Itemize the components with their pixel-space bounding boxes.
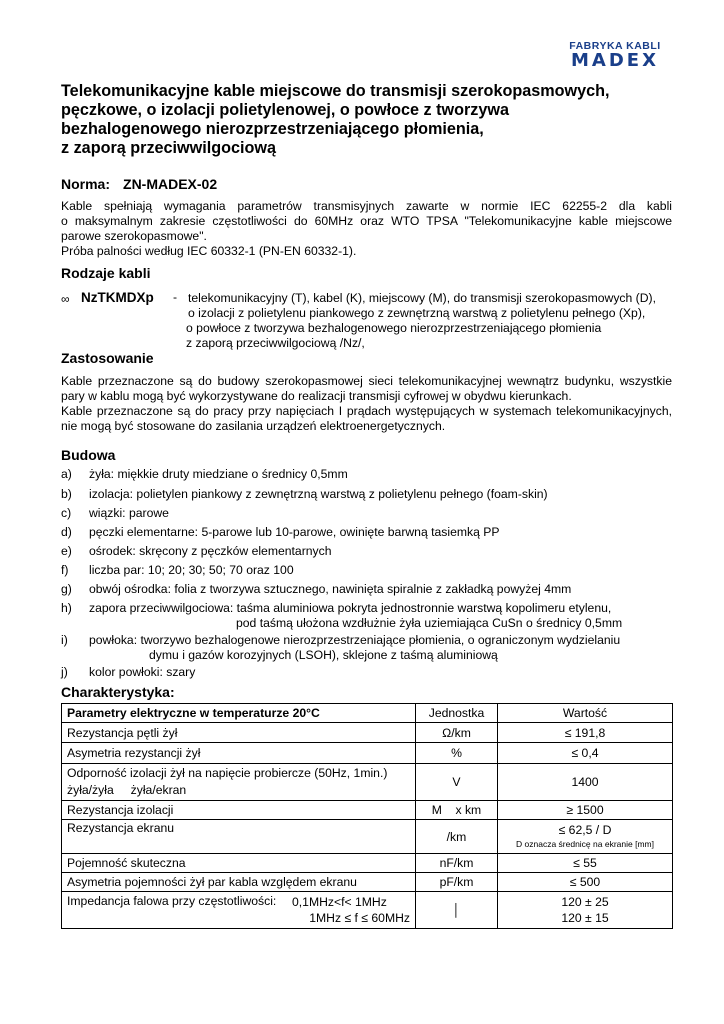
application-line: Kable przeznaczone są do pracy przy napięciach I prądach występujących w systemach telekomunikacyjnych, xyxy=(61,404,672,418)
table-row: Pojemność skuteczna nF/km ≤ 55 xyxy=(62,854,673,873)
title-line: bezhalogenowego nierozprzestrzeniającego płomienia, xyxy=(61,120,484,138)
cable-type-desc: z zaporą przeciwwilgociową /Nz/, xyxy=(186,336,365,350)
company-logo xyxy=(556,41,674,69)
header-unit: Jednostka xyxy=(416,704,498,723)
title-line: pęczkowe, o izolacji polietylenowej, o powłoce z tworzywa xyxy=(61,101,509,119)
cable-type-name: NzTKMDXp xyxy=(81,290,154,305)
table-row: Odporność izolacji żył na napięcie probiercze (50Hz, 1min.) żyła/żyła żyła/ekran V 1400 xyxy=(62,764,673,801)
table-note: D oznacza średnicę na ekranie [mm] xyxy=(516,838,654,849)
title-line: z zaporą przeciwwilgociową xyxy=(61,139,276,157)
table-row: Rezystancja ekranu /km ≤ 62,5 / D D oznacza średnicę na ekranie [mm] xyxy=(62,820,673,854)
header-value: Wartość xyxy=(498,704,673,723)
logo-line1: FABRYKA KABLI xyxy=(569,40,661,52)
standard-heading xyxy=(61,176,217,192)
standard-code: ZN-MADEX-02 xyxy=(123,176,218,192)
construction-heading: Budowa xyxy=(61,447,116,463)
characteristics-heading: Charakterystyka: xyxy=(61,684,175,700)
logo-line2: MADEX xyxy=(571,50,659,71)
cable-types-heading: Rodzaje kabli xyxy=(61,265,151,281)
unit-glyph-icon: │ xyxy=(416,892,498,929)
title-line: Telekomunikacyjne kable miejscowe do transmisji szerokopasmowych, xyxy=(61,82,610,100)
application-heading: Zastosowanie xyxy=(61,350,154,366)
application-line: nie mogą być stosowane do zasilania urządzeń elektroenergetycznych. xyxy=(61,419,446,433)
table-row: Rezystancja pętli żył Ω/km ≤ 191,8 xyxy=(62,723,673,743)
intro-line: Kable spełniają wymagania parametrów transmisyjnych zawarte w normie IEC 62255-2 dla kabli xyxy=(61,199,672,213)
table-row: Impedancja falowa przy częstotliwości: 0,1MHz<f< 1MHz 1MHz ≤ f ≤ 60MHz │ 120 ± 25 120 ± 15 xyxy=(62,892,673,929)
application-line: pary w kablu mogą być wykorzystywane do realizacji transmisji cyfrowej w obydwu kierunkach. xyxy=(61,389,572,403)
application-paragraph xyxy=(61,374,672,434)
table-row: Asymetria rezystancji żył % ≤ 0,4 xyxy=(62,743,673,764)
application-line: Kable przeznaczone są do budowy szerokopasmowej sieci telekomunikacyjnej wewnątrz budynku, wszystkie xyxy=(61,374,672,388)
standard-label: Norma: xyxy=(61,176,111,192)
table-header-row xyxy=(62,704,673,723)
cable-type-desc: telekomunikacyjny (T), kabel (K), miejscowy (M), do transmisji szerokopasmowych (D), xyxy=(188,291,656,305)
intro-line: Próba palności według IEC 60332-1 (PN-EN 60332-1). xyxy=(61,244,357,258)
cable-type-desc: o izolacji z polietylenu piankowego z zewnętrzną warstwą z polietylenu pełnego (Xp), xyxy=(188,306,646,320)
intro-line: o maksymalnym zakresie częstotliwości do 60MHz oraz WTO TPSA "Telekomunikacyjne kable miejscowe xyxy=(61,214,672,228)
table-row: Rezystancja izolacji M x km ≥ 1500 xyxy=(62,801,673,820)
cable-type-dash: - xyxy=(173,290,178,304)
intro-line: parowe szerokopasmowe". xyxy=(61,229,207,243)
cable-type-desc: o powłoce z tworzywa bezhalogenowego nierozprzestrzeniającego płomienia xyxy=(186,321,602,335)
infinity-symbol-icon: ∞ xyxy=(61,292,70,306)
characteristics-table xyxy=(61,703,673,929)
intro-paragraph xyxy=(61,199,672,259)
table-row: Asymetria pojemności żył par kabla względem ekranu pF/km ≤ 500 xyxy=(62,873,673,892)
header-param: Parametry elektryczne w temperaturze 20°C xyxy=(62,704,416,723)
document-title xyxy=(61,82,671,158)
